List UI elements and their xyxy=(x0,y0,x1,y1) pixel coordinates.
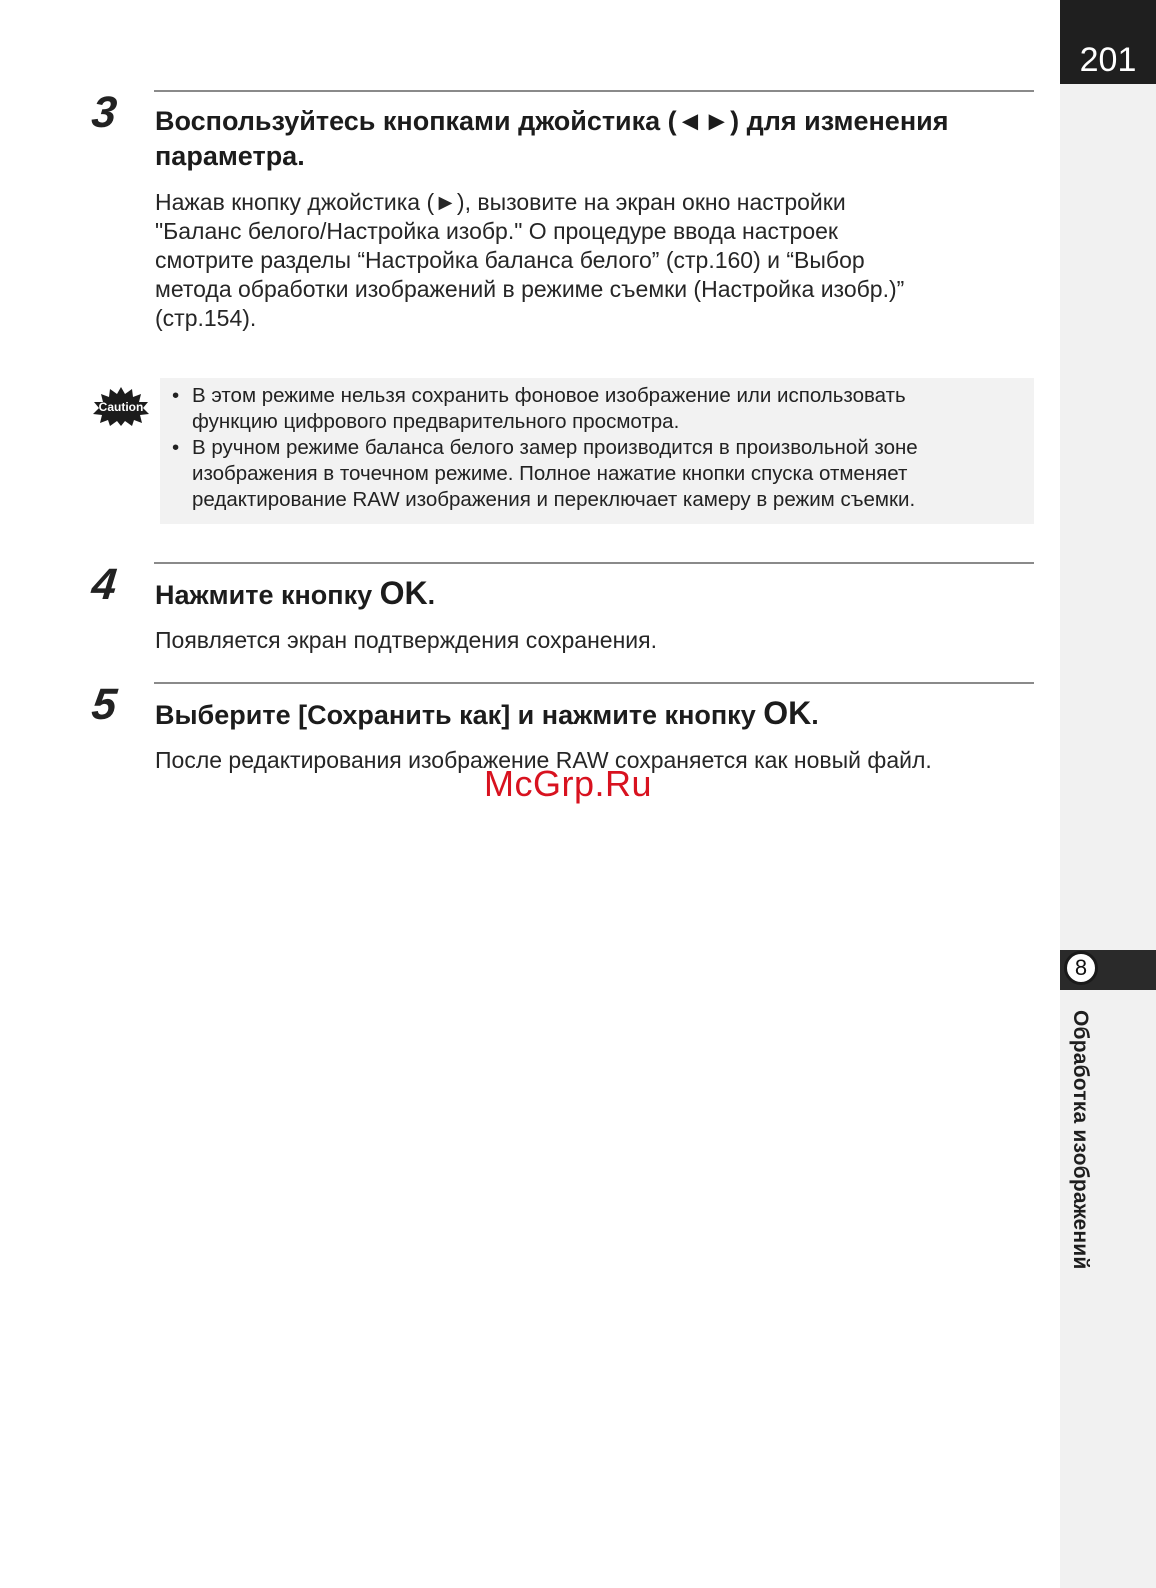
caution-line: В этом режиме нельзя сохранить фоновое изображение или использовать xyxy=(192,384,906,407)
divider-rule xyxy=(154,90,1034,92)
bullet-icon: • xyxy=(172,436,180,459)
step-title-line: Воспользуйтесь кнопками джойстика (◄►) для изменения xyxy=(155,106,949,136)
caution-list xyxy=(168,383,1034,513)
step-title-text: Выберите [Сохранить как] и нажмите кнопку xyxy=(155,700,764,730)
step-body: После редактирования изображение RAW сохраняется как новый файл. xyxy=(155,747,932,773)
step-title xyxy=(155,104,1035,174)
page-number xyxy=(1060,0,1156,84)
bullet-icon: • xyxy=(172,384,180,407)
divider-rule xyxy=(154,682,1034,684)
step-title-suffix: . xyxy=(427,580,436,610)
chapter-title: Обработка изображений xyxy=(1069,1010,1092,1270)
step-title-text: Нажмите кнопку xyxy=(155,580,380,610)
step-title-suffix: . xyxy=(811,700,819,730)
page-number-text: 201 xyxy=(1079,41,1137,79)
step-number: 3 xyxy=(89,88,120,137)
body-line: Нажав кнопку джойстика (►), вызовите на экран окно настройки xyxy=(155,189,846,215)
side-bar xyxy=(1060,0,1156,1588)
step-title xyxy=(155,576,1035,613)
body-line: смотрите разделы “Настройка баланса белого” (стр.160) и “Выбор xyxy=(155,247,865,273)
step-title xyxy=(155,696,1035,733)
step-body xyxy=(155,188,1035,333)
caution-line: редактирование RAW изображения и переключает камеру в режим съемки. xyxy=(192,488,916,511)
step-number: 5 xyxy=(89,680,120,729)
body-line: "Баланс белого/Настройка изобр." О процедуре ввода настроек xyxy=(155,218,838,244)
chapter-number: 8 xyxy=(1074,955,1088,980)
caution-item xyxy=(168,435,1034,513)
caution-line: В ручном режиме баланса белого замер производится в произвольной зоне xyxy=(192,436,918,459)
caution-line: функцию цифрового предварительного просмотра. xyxy=(192,410,680,433)
caution-line: изображения в точечном режиме. Полное нажатие кнопки спуска отменяет xyxy=(192,462,908,485)
chapter-number-badge xyxy=(1064,951,1098,985)
body-line: (стр.154). xyxy=(155,305,257,331)
ok-button-label: OK xyxy=(763,695,812,731)
svg-text:Caution: Caution xyxy=(98,400,144,414)
ok-button-label: OK xyxy=(379,575,428,611)
watermark: McGrp.Ru xyxy=(484,763,653,804)
caution-icon xyxy=(92,386,150,426)
step-body: Появляется экран подтверждения сохранения. xyxy=(155,627,657,653)
caution-item xyxy=(168,383,1034,435)
divider-rule xyxy=(154,562,1034,564)
step-title-line: параметра. xyxy=(155,141,305,171)
step-number: 4 xyxy=(89,560,120,609)
body-line: метода обработки изображений в режиме съемки (Настройка изобр.)” xyxy=(155,276,905,302)
